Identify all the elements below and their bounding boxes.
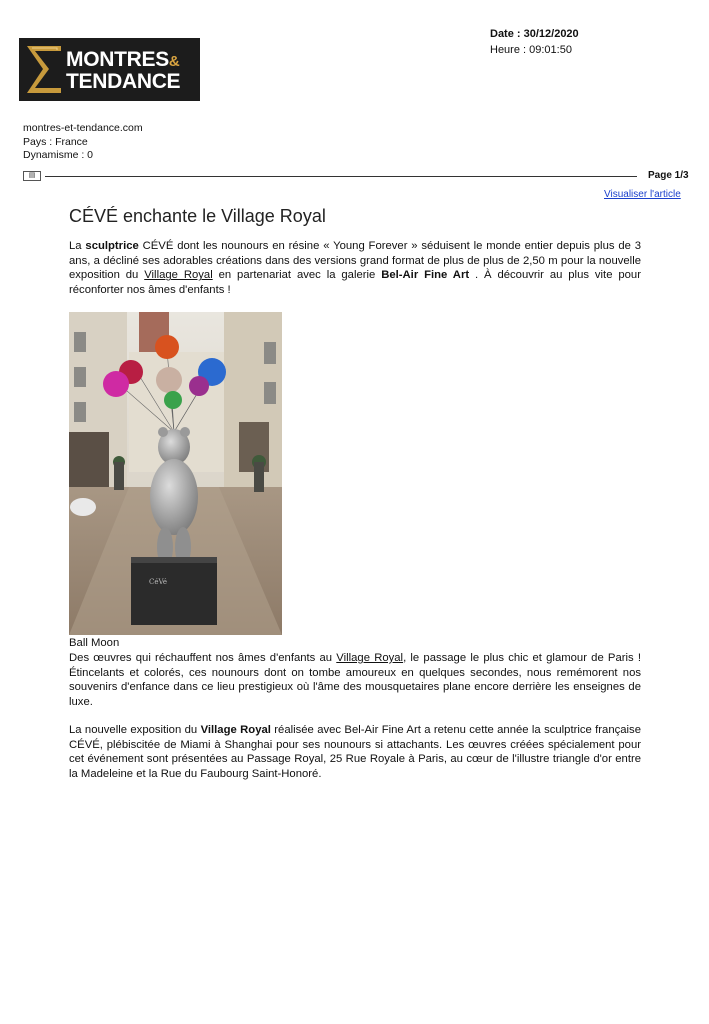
time-text: Heure : 09:01:50 — [490, 44, 572, 56]
intro-text-2: CÉVÉ dont les nounours en résine « Young Forever » séduisent le monde entier depuis plus de 3 ans, a décliné ses adorables créations dans des versions grand format de plus de plus de 2,50 m pour la nouvelle exposition du — [69, 240, 641, 282]
view-article-link[interactable]: Visualiser l'article — [604, 189, 681, 200]
body2-bold-village: Village Royal — [200, 724, 271, 736]
page-number: Page 1/3 — [648, 170, 689, 181]
intro-paragraph — [69, 239, 641, 298]
logo-ampersand: & — [168, 53, 180, 70]
source-meta — [23, 122, 143, 163]
intro-text-3: en partenariat avec la galerie — [212, 269, 382, 282]
article-title: CÉVÉ enchante le Village Royal — [69, 206, 326, 226]
photo-caption: Ball Moon — [69, 637, 120, 649]
body1-text-2: , le passage le plus chic et glamour de Paris ! Étincelants et colorés, ces nounours dont on tombe amoureux en quelques secondes, nous remémorent nos souvenirs d'enfance dans ce lieu prestigieux où l'âme des mousquetaires plane encore derrière les enseignes de luxe. — [69, 652, 642, 709]
date-text: Date : 30/12/2020 — [490, 28, 579, 40]
body2-text-2: réalisée avec Bel-Air Fine Art a retenu cette année la sculptrice française CÉVÉ, plébiscitée de Miami à Shanghai pour ses nounours si attachants. Les œuvres créées spécialement pour cet événement sont présentées au Passage Royal, 25 Rue Royale à Paris, au cœur de l'illustre triangle d'or entre la Madeleine et la Rue du Faubourg Saint-Honoré. — [69, 724, 641, 781]
logo-wordmark — [66, 50, 180, 92]
header-divider — [45, 176, 637, 177]
logo-line-1: MONTRES — [66, 48, 169, 71]
body-paragraph-1 — [69, 651, 641, 710]
intro-bold-sculptrice: sculptrice — [85, 240, 139, 252]
source-site: montres-et-tendance.com — [23, 122, 143, 134]
pedestal-signature: CéVé — [149, 578, 168, 586]
intro-bold-gallery: Bel-Air Fine Art — [381, 269, 470, 282]
body1-text-1: Des œuvres qui réchauffent nos âmes d'enfants au — [69, 652, 337, 664]
source-dynamism: Dynamisme : 0 — [23, 149, 94, 161]
logo-line-2: TENDANCE — [66, 70, 181, 93]
village-royal-link[interactable]: Village Royal — [144, 269, 213, 282]
village-royal-link-2[interactable]: Village Royal — [336, 652, 404, 664]
article-photo — [69, 312, 282, 635]
body2-text-1: La nouvelle exposition du — [69, 724, 201, 736]
date-block — [490, 26, 579, 58]
logo — [19, 38, 200, 101]
page-icon: ▤ — [23, 171, 41, 181]
intro-text-1: La — [69, 240, 86, 252]
source-country: Pays : France — [23, 135, 88, 148]
intro-text-4: . À découvrir au plus vite pour réconforter nos âmes d'enfants ! — [69, 269, 641, 297]
body-paragraph-2 — [69, 723, 641, 782]
